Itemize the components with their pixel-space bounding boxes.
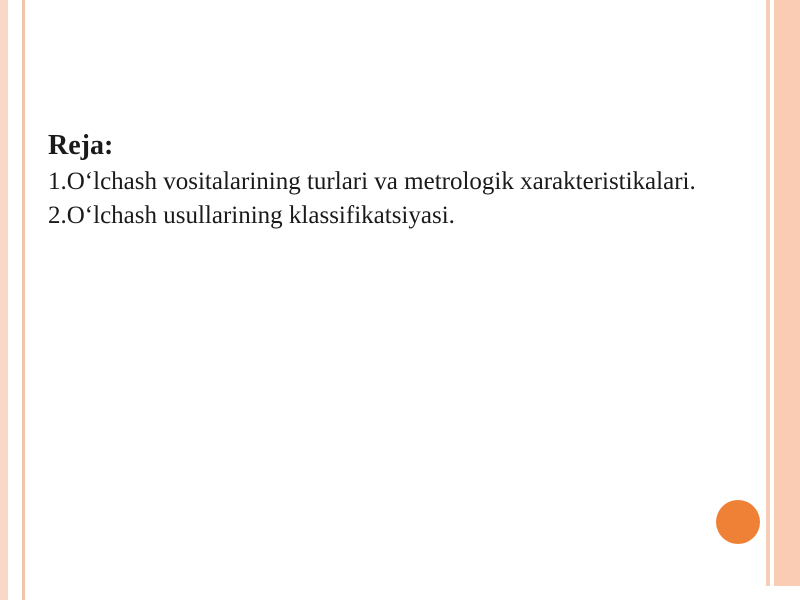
list-item: 1.O‘lchash vositalarining turlari va metrologik xarakteristikalari. xyxy=(48,168,696,195)
slide-title: Reja: xyxy=(48,130,114,161)
right-border-stripe-wide xyxy=(774,0,800,600)
right-border-bottom-gap xyxy=(766,586,800,600)
list-item: 2.O‘lchash usullarining klassifikatsiyasi. xyxy=(48,202,455,229)
slide-content xyxy=(48,128,708,233)
left-border-stripe-outer xyxy=(0,0,8,600)
left-border-stripe-inner xyxy=(22,0,25,600)
agenda-list xyxy=(48,165,708,232)
right-border-stripe-thin xyxy=(766,0,770,600)
decorative-circle xyxy=(716,500,760,544)
